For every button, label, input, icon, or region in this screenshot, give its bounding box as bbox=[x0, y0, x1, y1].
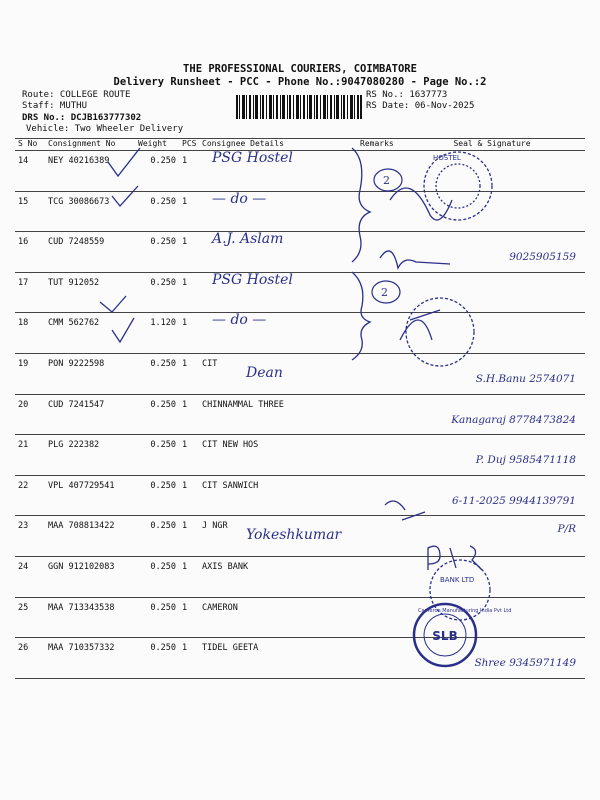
row-sno: 19 bbox=[15, 353, 45, 394]
row-consignment: TCG 30086673 bbox=[45, 191, 135, 232]
row-sno: 26 bbox=[15, 638, 45, 679]
col-pcs: PCS bbox=[179, 139, 199, 151]
row-weight: 0.250 bbox=[135, 597, 179, 638]
rs-no-label: RS No.: 1637773 bbox=[366, 90, 448, 100]
tick-mark bbox=[108, 148, 140, 176]
row-pcs: 1 bbox=[179, 556, 199, 597]
row-weight: 0.250 bbox=[135, 638, 179, 679]
row-sno: 22 bbox=[15, 475, 45, 516]
row-weight: 0.250 bbox=[135, 151, 179, 192]
row-consignment: CUD 7241547 bbox=[45, 394, 135, 435]
row-sno: 17 bbox=[15, 272, 45, 313]
col-consignment: Consignment No bbox=[45, 139, 135, 151]
consignee-text: J NGR bbox=[202, 521, 228, 532]
row-pcs: 1 bbox=[179, 475, 199, 516]
row-sno: 14 bbox=[15, 151, 45, 192]
handwritten-consignee: — do — bbox=[212, 312, 267, 329]
row-consignment: TUT 912052 bbox=[45, 272, 135, 313]
row-sno: 15 bbox=[15, 191, 45, 232]
row-weight: 0.250 bbox=[135, 353, 179, 394]
row-weight: 0.250 bbox=[135, 272, 179, 313]
consignee-text: CIT bbox=[202, 358, 218, 369]
row-consignment: CUD 7248559 bbox=[45, 232, 135, 273]
col-consignee: Consignee Details bbox=[199, 139, 357, 151]
route-label: Route: COLLEGE ROUTE bbox=[22, 90, 131, 100]
psg-stamp bbox=[406, 298, 474, 366]
row-sno: 21 bbox=[15, 435, 45, 476]
handwritten-consignee: PSG Hostel bbox=[212, 271, 293, 288]
row-weight: 0.250 bbox=[135, 435, 179, 476]
row-pcs: 1 bbox=[179, 232, 199, 273]
consignee-text: CHINNAMMAL THREE bbox=[202, 399, 284, 410]
row-pcs: 1 bbox=[179, 151, 199, 192]
row-weight: 0.250 bbox=[135, 394, 179, 435]
row-consignment: VPL 407729541 bbox=[45, 475, 135, 516]
col-sno: S No bbox=[15, 139, 45, 151]
brace-mark bbox=[352, 272, 370, 360]
row-sno: 24 bbox=[15, 556, 45, 597]
cameron-stamp-text: Cameron Manufacturing India Pvt Ltd bbox=[418, 608, 512, 614]
handwritten-consignee: PSG Hostel bbox=[212, 150, 293, 166]
row-weight: 1.120 bbox=[135, 313, 179, 354]
row-weight: 0.250 bbox=[135, 516, 179, 557]
handwritten-signature: 6-11-2025 9944139791 bbox=[451, 494, 576, 507]
row-sno: 18 bbox=[15, 313, 45, 354]
row-weight: 0.250 bbox=[135, 232, 179, 273]
vehicle-label: Vehicle: Two Wheeler Delivery bbox=[26, 124, 184, 134]
signature bbox=[385, 501, 425, 520]
col-weight: Weight bbox=[135, 139, 179, 151]
remark-mark: 2 bbox=[383, 174, 390, 187]
row-weight: 0.250 bbox=[135, 191, 179, 232]
cameron-logo: SLB bbox=[432, 629, 458, 643]
tick-mark bbox=[112, 318, 134, 342]
row-weight: 0.250 bbox=[135, 475, 179, 516]
row-consignment: NEY 40216389 bbox=[45, 151, 135, 192]
tick-mark bbox=[100, 296, 126, 312]
row-consignment: PLG 222382 bbox=[45, 435, 135, 476]
row-consignment: MAA 708813422 bbox=[45, 516, 135, 557]
row-pcs: 1 bbox=[179, 394, 199, 435]
row-pcs: 1 bbox=[179, 597, 199, 638]
signature bbox=[400, 310, 440, 340]
row-consignment: GGN 912102083 bbox=[45, 556, 135, 597]
signature bbox=[428, 546, 482, 570]
bank-stamp-text: BANK LTD bbox=[440, 576, 475, 584]
signature bbox=[390, 188, 452, 220]
staff-label: Staff: MUTHU bbox=[22, 101, 88, 111]
hostel-stamp-text: HOSTEL bbox=[433, 154, 461, 162]
handwritten-signature: P. Duj 9585471118 bbox=[475, 454, 576, 467]
handwritten-signature: P/R bbox=[557, 523, 576, 536]
row-sno: 23 bbox=[15, 516, 45, 557]
handwritten-consignee: — do — bbox=[212, 190, 267, 207]
signature bbox=[380, 251, 450, 268]
remark-mark: 2 bbox=[381, 286, 388, 299]
row-pcs: 1 bbox=[179, 353, 199, 394]
handwritten-signature: 9025905159 bbox=[509, 251, 576, 264]
handwritten-consignee: Dean bbox=[246, 364, 283, 381]
company-title: THE PROFESSIONAL COURIERS, COIMBATORE bbox=[183, 63, 417, 75]
row-pcs: 1 bbox=[179, 191, 199, 232]
consignee-text: CIT SANWICH bbox=[202, 480, 259, 491]
row-consignment: MAA 710357332 bbox=[45, 638, 135, 679]
handwritten-signature: Kanagaraj 8778473824 bbox=[451, 413, 576, 426]
hostel-stamp bbox=[424, 152, 492, 220]
row-consignment: MAA 713343538 bbox=[45, 597, 135, 638]
consignee-text: CIT NEW HOS bbox=[202, 440, 259, 451]
handwritten-signature: S.H.Banu 2574071 bbox=[475, 372, 576, 385]
row-pcs: 1 bbox=[179, 638, 199, 679]
row-pcs: 1 bbox=[179, 435, 199, 476]
col-seal: Seal & Signature bbox=[399, 139, 585, 151]
rs-date-label: RS Date: 06-Nov-2025 bbox=[366, 101, 475, 111]
row-pcs: 1 bbox=[179, 313, 199, 354]
consignee-text: CAMERON bbox=[202, 602, 238, 613]
row-sno: 20 bbox=[15, 394, 45, 435]
handwritten-consignee: Yokeshkumar bbox=[246, 527, 342, 544]
row-pcs: 1 bbox=[179, 272, 199, 313]
row-sno: 16 bbox=[15, 232, 45, 273]
handwritten-consignee: A.J. Aslam bbox=[212, 231, 284, 248]
handwritten-signature: Shree 9345971149 bbox=[474, 657, 576, 670]
consignee-text: AXIS BANK bbox=[202, 561, 249, 572]
runsheet-subtitle: Delivery Runsheet - PCC - Phone No.:9047080280 - Page No.:2 bbox=[113, 76, 487, 88]
row-consignment: PON 9222598 bbox=[45, 353, 135, 394]
brace-mark bbox=[352, 148, 370, 262]
row-pcs: 1 bbox=[179, 516, 199, 557]
row-sno: 25 bbox=[15, 597, 45, 638]
col-remarks: Remarks bbox=[357, 139, 399, 151]
drs-label: DRS No.: DCJB163777302 bbox=[22, 113, 142, 123]
consignee-text: TIDEL GEETA bbox=[202, 643, 259, 654]
row-consignment: CMM 562762 bbox=[45, 313, 135, 354]
row-weight: 0.250 bbox=[135, 556, 179, 597]
tick-mark bbox=[112, 186, 138, 206]
